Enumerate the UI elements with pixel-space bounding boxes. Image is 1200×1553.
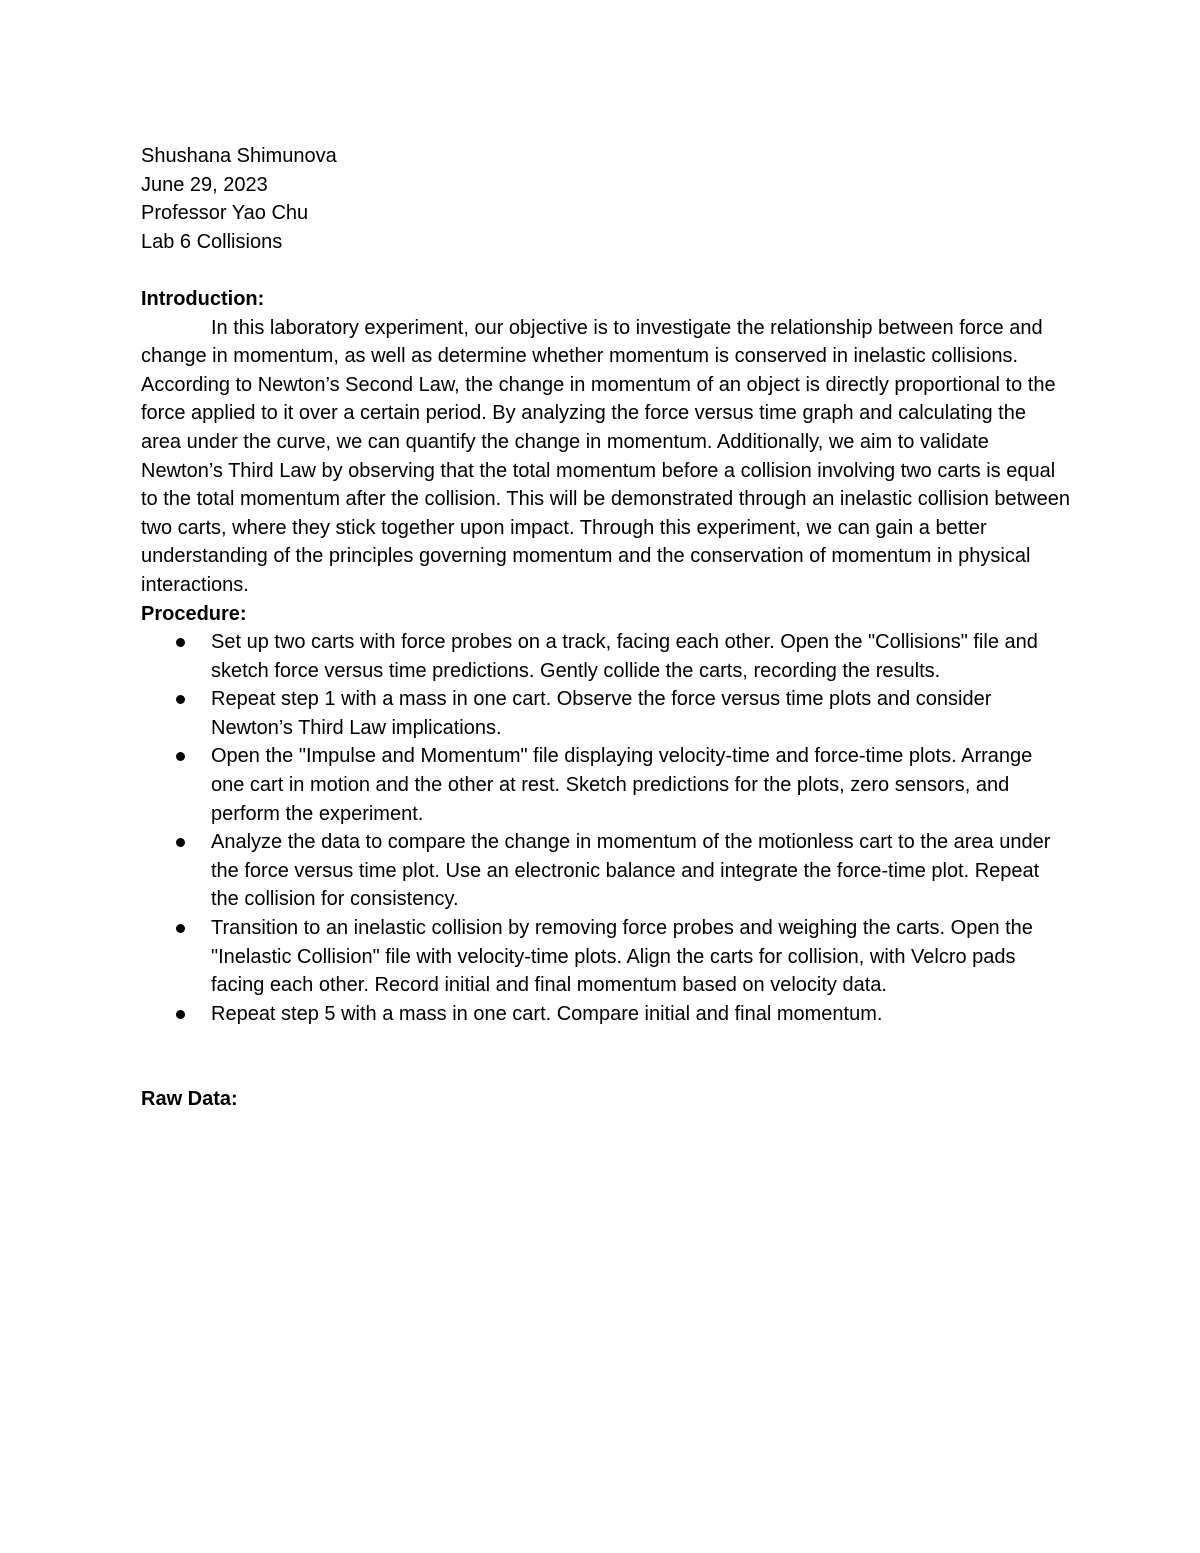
bullet-icon xyxy=(176,1010,185,1019)
document-header xyxy=(141,142,1071,256)
procedure-step-text: Open the "Impulse and Momentum" file displaying velocity-time and force-time plots. Arrange one cart in motion and the other at rest. Sketch predictions for the plots, zero sensors, and perform the experiment. xyxy=(211,745,1033,825)
section-spacer xyxy=(141,1028,1071,1085)
procedure-heading: Procedure: xyxy=(141,602,247,625)
lab-title: Lab 6 Collisions xyxy=(141,230,283,253)
introduction-paragraph: In this laboratory experiment, our objective is to investigate the relationship between force and change in momentum, as well as determine whether momentum is conserved in inelastic collisions. According to Newton’s Second Law, the change in momentum of an object is directly proportional to the force applied to it over a certain period. By analyzing the force versus time graph and calculating the area under the curve, we can quantify the change in momentum. Additionally, we aim to validate Newton’s Third Law by observing that the total momentum before a collision involving two carts is equal to the total momentum after the collision. This will be demonstrated through an inelastic collision between two carts, where they stick together upon impact. Through this experiment, we can gain a better understanding of the principles governing momentum and the conservation of momentum in physical interactions. xyxy=(141,316,1071,596)
bullet-icon xyxy=(176,695,185,704)
procedure-step-6 xyxy=(141,1000,1071,1029)
author-name: Shushana Shimunova xyxy=(141,145,337,167)
introduction-section xyxy=(141,285,1071,600)
bullet-icon xyxy=(176,838,185,847)
procedure-step-text: Repeat step 1 with a mass in one cart. Observe the force versus time plots and consider Newton’s Third Law implications. xyxy=(211,688,992,739)
procedure-section xyxy=(141,600,1071,1029)
document-page xyxy=(141,142,1071,1114)
procedure-step-text: Repeat step 5 with a mass in one cart. Compare initial and final momentum. xyxy=(211,1002,883,1025)
introduction-heading: Introduction: xyxy=(141,287,265,310)
bullet-icon xyxy=(176,924,185,933)
procedure-step-text: Transition to an inelastic collision by removing force probes and weighing the carts. Open the "Inelastic Collision" file with velocity-time plots. Align the carts for collision, with Velcro pads facing each other. Record initial and final momentum based on velocity data. xyxy=(211,917,1033,997)
procedure-step-3 xyxy=(141,742,1071,828)
raw-data-heading: Raw Data: xyxy=(141,1088,238,1111)
procedure-step-5 xyxy=(141,914,1071,1000)
document-date: June 29, 2023 xyxy=(141,173,268,196)
procedure-step-text: Set up two carts with force probes on a track, facing each other. Open the "Collisions" file and sketch force versus time predictions. Gently collide the carts, recording the results. xyxy=(211,631,1038,682)
procedure-step-text: Analyze the data to compare the change in momentum of the motionless cart to the area under the force versus time plot. Use an electronic balance and integrate the force-time plot. Repeat the collision for consistency. xyxy=(211,831,1051,911)
professor-name: Professor Yao Chu xyxy=(141,202,309,225)
bullet-icon xyxy=(176,638,185,647)
procedure-step-2 xyxy=(141,685,1071,742)
header-spacer xyxy=(141,256,1071,285)
bullet-icon xyxy=(176,752,185,761)
raw-data-section xyxy=(141,1085,1071,1114)
procedure-step-1 xyxy=(141,628,1071,685)
procedure-list xyxy=(141,628,1071,1028)
procedure-step-4 xyxy=(141,828,1071,914)
